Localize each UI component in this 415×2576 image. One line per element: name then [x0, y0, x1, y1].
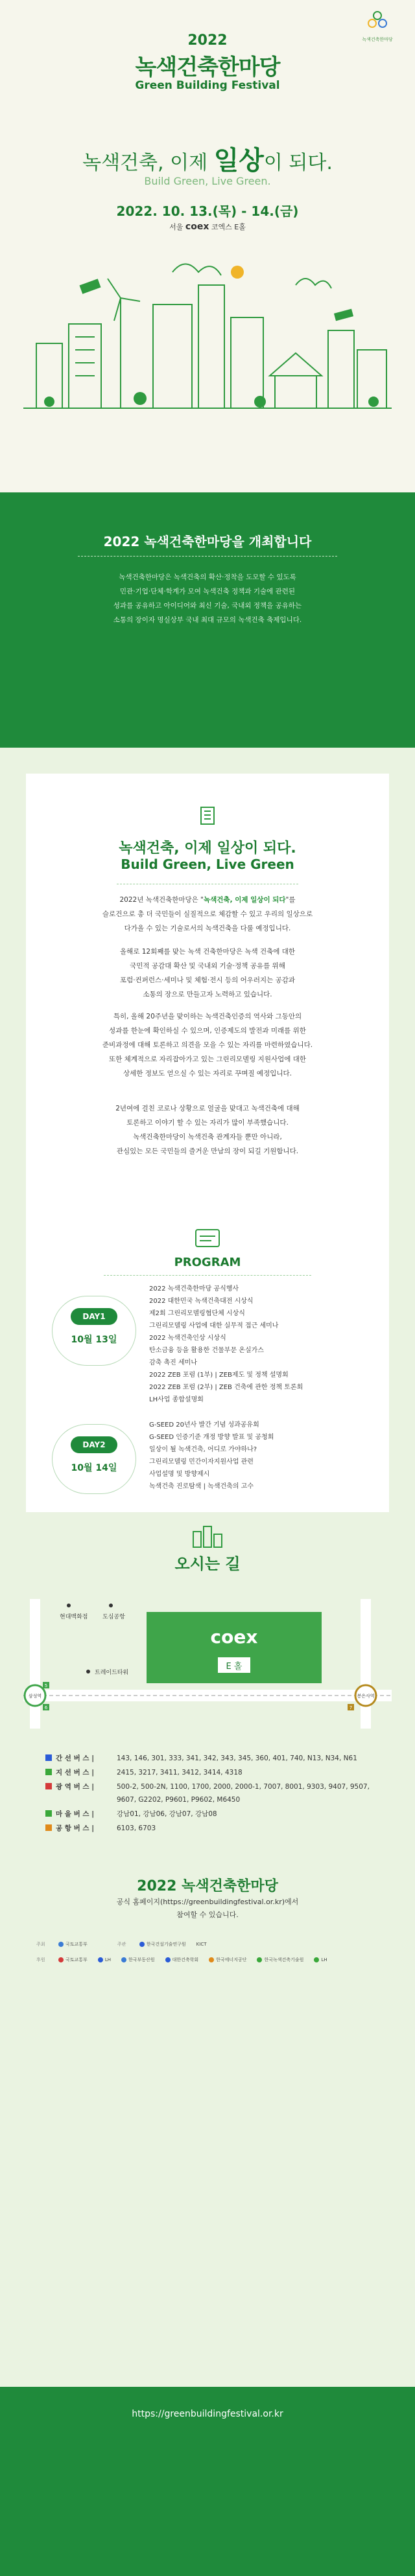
- about-line: 녹색건축한마당이 녹색건축 관계자들 뿐만 아니라,: [133, 1133, 282, 1141]
- sponsor-mark-icon: [314, 1957, 319, 1962]
- program-item: LH사업 종합설명회: [149, 1396, 204, 1403]
- support-label: 후원: [36, 1957, 45, 1962]
- program-icon: [193, 1227, 222, 1249]
- hero-slogan: [0, 140, 415, 177]
- exit-7: 7: [349, 1705, 353, 1710]
- host-label: 주최: [36, 1942, 45, 1947]
- program-item: 그린리모델링 사업에 대한 실무적 접근 세미나: [149, 1322, 279, 1329]
- hero-section: [0, 0, 415, 492]
- sponsor-logo[interactable]: [58, 1940, 88, 1949]
- sponsor-name: 대한건축학회: [172, 1957, 199, 1962]
- hero-year: 2022: [187, 32, 228, 49]
- day-date: 10월 14일: [71, 1463, 117, 1473]
- slogan-pre: 녹색건축, 이제: [82, 152, 208, 174]
- program-item: G-SEED 20년사 발간 기념 성과공유회: [149, 1421, 259, 1429]
- slogan-big: 일상: [213, 146, 264, 176]
- text: 2022년 녹색건축한마당은 ": [119, 896, 204, 904]
- program-item: 탄소금융 등을 활용한 건물부문 온실가스: [149, 1347, 264, 1354]
- transit-label: 광 역 버 스: [56, 1783, 89, 1791]
- program-item: 2022 ZEB 포럼 (2부) | ZEB 건축에 관한 정책 토론회: [149, 1384, 303, 1391]
- transit-value: 500-2, 500-2N, 1100, 1700, 2000, 2000-1, 7007, 8001, 9303, 9407, 9507, 9607, G2202, P9601, P9602, M6450: [117, 1783, 370, 1804]
- bus-color-icon: [45, 1769, 52, 1775]
- sponsor-logo[interactable]: [58, 1955, 88, 1964]
- sponsor-mark-icon: [209, 1957, 214, 1962]
- transit-row: 마 을 버 스 | 강남01, 강남06, 강남07, 강남08: [45, 1808, 376, 1821]
- text: "를: [285, 896, 296, 904]
- about-line: 2년여에 걸친 코로나 상황으로 얼굴을 맞대고 녹색건축에 대해: [115, 1105, 300, 1112]
- sponsor-name: 한국에너지공단: [216, 1957, 247, 1962]
- location-map[interactable]: [23, 1586, 392, 1742]
- website-link[interactable]: https://greenbuildingfestival.or.kr: [132, 2409, 283, 2419]
- exit-5: 5: [44, 1683, 48, 1688]
- map-label-trade-tower: 트레이드타워: [95, 1670, 129, 1676]
- sponsor-name: 한국부동산원: [128, 1957, 155, 1962]
- sponsor-name: 국토교통부: [65, 1957, 88, 1962]
- about-line: 토론하고 이야기 할 수 있는 자리가 많이 부족했습니다.: [126, 1119, 289, 1127]
- transit-label: 간 선 버 스: [56, 1754, 89, 1762]
- slogan-post: 이 되다.: [263, 152, 333, 174]
- transit-value: 143, 146, 301, 333, 341, 342, 343, 345, 360, 401, 740, N13, N34, N61: [117, 1754, 357, 1762]
- sponsor-logo[interactable]: [98, 1955, 111, 1964]
- sponsor-mark-icon: [257, 1957, 262, 1962]
- hero-title: 녹색건축한마당: [135, 54, 280, 80]
- sponsor-name: 국토교통부: [65, 1942, 88, 1947]
- about-section: [0, 748, 415, 1525]
- transit-value: 2415, 3217, 3411, 3412, 3414, 4318: [117, 1769, 243, 1777]
- sponsor-logo[interactable]: [121, 1955, 155, 1964]
- hero-date: 2022. 10. 13.(목) - 14.(금): [116, 203, 299, 219]
- divider: [104, 1275, 311, 1276]
- bus-color-icon: [45, 1754, 52, 1761]
- organizer-label: 주관: [117, 1942, 126, 1947]
- sponsor-name: LH: [321, 1957, 327, 1962]
- about-title: 녹색건축, 이제 일상이 되다.: [119, 840, 296, 857]
- about-line: 또한 체계적으로 자리잡아가고 있는 그린리모델링 지원사업에 대한: [108, 1055, 307, 1063]
- place-post: 코엑스 E홀: [211, 223, 246, 231]
- about-line: 특히, 올해 20주년을 맞이하는 녹색건축인증의 역사와 그동안의: [113, 1013, 302, 1020]
- closing-title: 2022 녹색건축한마당: [137, 1878, 278, 1894]
- directions-section: [0, 1525, 415, 2387]
- coex-label: coex: [210, 1626, 258, 1648]
- program-item: 일상이 될 녹색건축, 어디로 가야하나?: [149, 1446, 257, 1453]
- day2-badge: [52, 1424, 136, 1494]
- intro-line: 민관·기업·단체·학계가 모여 녹색건축 정책과 기술에 관련된: [119, 588, 296, 595]
- intro-section: [0, 492, 415, 748]
- about-line: 성과를 한눈에 확인하실 수 있으며, 인증제도의 발전과 미래를 위한: [109, 1027, 306, 1035]
- about-line: 슬로건으로 총 더 국민들이 실질적으로 체감할 수 있고 우리의 일상으로: [102, 910, 313, 918]
- intro-line: 녹색건축한마당은 녹색건축의 확산·정착을 도모할 수 있도록: [119, 573, 296, 581]
- sponsor-name: LH: [104, 1957, 111, 1962]
- intro-text: [39, 570, 376, 627]
- transit-row: 광 역 버 스 | 500-2, 500-2N, 1100, 1700, 2000, 2000-1, 7007, 8001, 9303, 9407, 9507, 9607, G2202, P9601, P9602, M6450: [45, 1780, 376, 1806]
- transit-value: 6103, 6703: [117, 1824, 156, 1832]
- about-title-en: Build Green, Live Green: [121, 857, 294, 872]
- program-area: [26, 748, 389, 1525]
- hall-label: E 홀: [226, 1662, 243, 1672]
- closing-line: 참여할 수 있습니다.: [176, 1911, 239, 1919]
- bus-color-icon: [45, 1824, 52, 1831]
- hero-slogan-en: Build Green, Live Green.: [144, 175, 271, 187]
- leaf-logo-icon: [366, 9, 389, 32]
- about-line: 국민적 공감대 확산 및 국내외 기술·정책 공유를 위해: [130, 962, 285, 970]
- day-label: DAY1: [71, 1308, 117, 1325]
- about-line: 상세한 정보도 얻으실 수 있는 자리로 꾸며질 예정입니다.: [123, 1070, 292, 1077]
- program-item: 2022 녹색건축인상 시상식: [149, 1335, 226, 1342]
- program-item: G-SEED 인증기준 개정 방향 발표 및 공청회: [149, 1434, 274, 1441]
- sponsor-mark-icon: [98, 1957, 103, 1962]
- transit-row: 간 선 버 스 | 143, 146, 301, 333, 341, 342, 343, 345, 360, 401, 740, N13, N34, N61: [45, 1752, 376, 1765]
- day-label: DAY2: [71, 1436, 117, 1453]
- intro-line: 소통의 장이자 명실상부 국내 최대 규모의 녹색건축 축제입니다.: [113, 616, 302, 624]
- intro-title: 2022 녹색건축한마당을 개최합니다: [103, 534, 312, 549]
- place-pre: 서울: [169, 223, 184, 231]
- sponsor-logo[interactable]: [139, 1940, 186, 1949]
- day2-items: [149, 1419, 357, 1493]
- sponsor-mark-icon: [165, 1957, 171, 1962]
- about-line: 관심있는 모든 국민들의 즐거운 만남의 장이 되길 기원합니다.: [116, 1147, 299, 1155]
- sponsor-logo[interactable]: [209, 1955, 246, 1964]
- sponsor-name: 한국건설기술연구원: [146, 1942, 186, 1947]
- map-label-airport: 도심공항: [102, 1614, 125, 1620]
- program-item: 녹색건축 진로탐색 | 녹색건축의 고수: [149, 1483, 254, 1490]
- sponsor-logo[interactable]: [257, 1955, 303, 1964]
- program-item: 제2회 그린리모델링협단체 시상식: [149, 1310, 245, 1317]
- transit-value: 강남01, 강남06, 강남07, 강남08: [117, 1810, 217, 1818]
- sponsor-name: KICT: [196, 1942, 207, 1947]
- bus-color-icon: [45, 1810, 52, 1817]
- about-line: 준비과정에 대해 토론하고 의견을 모을 수 있는 자리를 마련하였습니다.: [102, 1041, 313, 1049]
- sponsor-name: 한국녹색건축기술원: [264, 1957, 304, 1962]
- directions-title: 오시는 길: [174, 1555, 241, 1573]
- program-item: 그린리모델링 민간이자지원사업 관련: [149, 1458, 254, 1466]
- sponsor-mark-icon: [58, 1942, 64, 1947]
- divider: [78, 556, 337, 557]
- program-item: 2022 녹색건축한마당 공식행사: [149, 1285, 239, 1293]
- hero-title-en: Green Building Festival: [135, 79, 280, 92]
- transit-label: 공 항 버 스: [56, 1824, 89, 1832]
- program-item: 사업설명 및 방향제시: [149, 1471, 210, 1478]
- about-line: 소통의 장으로 만들고자 노력하고 있습니다.: [143, 991, 272, 998]
- transit-row: 공 항 버 스 | 6103, 6703: [45, 1822, 376, 1835]
- sponsor-logos: [36, 1940, 380, 1971]
- station-samseong: 삼성역: [28, 1694, 42, 1699]
- sponsor-mark-icon: [139, 1942, 145, 1947]
- day-date: 10월 13일: [71, 1335, 117, 1345]
- sponsor-mark-icon: [121, 1957, 126, 1962]
- intro-line: 성과를 공유하고 아이디어와 최신 기술, 국내외 정책을 공유하는: [113, 602, 302, 610]
- about-line: 올해로 12회째를 맞는 녹색 건축한마당은 녹색 건축에 대한: [119, 948, 295, 956]
- transit-list: [45, 1752, 376, 1836]
- logo-text: 녹색건축한마당: [362, 37, 393, 42]
- map-label-hyundai: 현대백화점: [60, 1614, 88, 1620]
- sponsor-logo[interactable]: [314, 1955, 327, 1964]
- sponsor-row-host: [36, 1940, 380, 1949]
- bus-color-icon: [45, 1783, 52, 1789]
- sponsor-logo[interactable]: [165, 1955, 199, 1964]
- green-city-illustration: [23, 246, 392, 421]
- day1-badge: [52, 1296, 136, 1366]
- program-item: 감축 촉진 세미나: [149, 1359, 197, 1366]
- footer: [0, 2387, 415, 2576]
- sponsor-logo[interactable]: [196, 1940, 207, 1949]
- station-bongeunsa: 봉은사역: [357, 1694, 375, 1699]
- sponsor-mark-icon: [58, 1957, 64, 1962]
- place-coex: coex: [185, 222, 209, 232]
- about-line: 다가올 수 있는 기술로서의 녹색건축을 다룰 예정입니다.: [124, 925, 291, 932]
- transit-row: 지 선 버 스 | 2415, 3217, 3411, 3412, 3414, 4318: [45, 1766, 376, 1779]
- closing-line[interactable]: 공식 홈페이지(https://greenbuildingfestival.or.kr)에서: [116, 1898, 299, 1906]
- sponsor-row-support: [36, 1955, 380, 1964]
- program-title: PROGRAM: [174, 1256, 241, 1269]
- program-item: 2022 ZEB 포럼 (1부) | ZEB제도 및 정책 설명회: [149, 1372, 289, 1379]
- closing-text: [0, 1896, 415, 1922]
- exit-6: 6: [44, 1705, 48, 1710]
- hero-place: [0, 222, 415, 232]
- transit-label: 마 을 버 스: [56, 1810, 89, 1818]
- program-item: 2022 대한민국 녹색건축대전 시상식: [149, 1298, 254, 1305]
- day1-items: [149, 1283, 357, 1406]
- highlight-text: 녹색건축, 이제 일상이 되다: [204, 896, 286, 904]
- city-icon: [189, 1525, 226, 1548]
- transit-label: 지 선 버 스: [56, 1769, 89, 1777]
- about-line: 포럼·컨퍼런스·세미나 및 체험·전시 등의 어우러지는 공감과: [119, 976, 296, 984]
